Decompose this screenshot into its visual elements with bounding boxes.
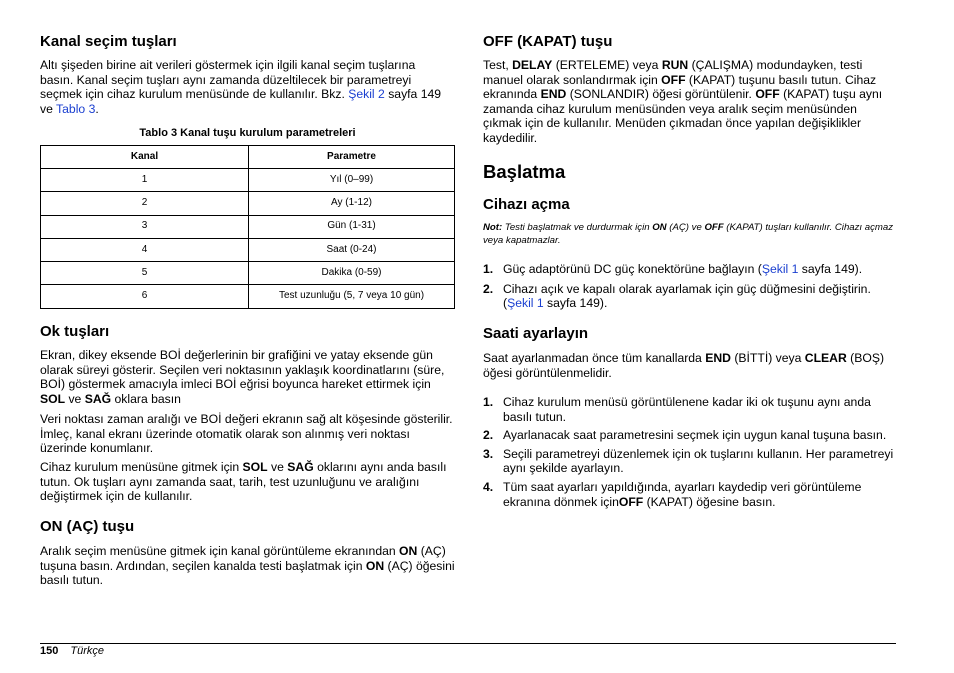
key-name: SOL xyxy=(40,391,66,406)
text-run: oklara basın xyxy=(111,391,181,406)
step-item xyxy=(483,282,895,311)
step-text xyxy=(503,428,886,442)
text-run: (KAPAT) öğesine basın. xyxy=(643,494,776,509)
text-run: (BOŞ) öğesi görüntülenmelidir. xyxy=(483,351,885,380)
key-name: CLEAR xyxy=(804,351,847,365)
table-row xyxy=(41,169,455,192)
kanal-paragraph xyxy=(40,58,450,116)
off-paragraph xyxy=(483,58,895,146)
step-number: 3. xyxy=(483,446,494,461)
footer xyxy=(40,644,104,659)
step-item xyxy=(483,395,895,424)
text-run: Altı şişeden birine ait verileri göstermek için ilgili kanal seçim tuşlarına basın. Kanal seçim tuşları aynı zamanda düzeltilecek bir parametreyi seçmek için cihaz kurulum menüsünde de kullanılır. Bkz. xyxy=(40,58,416,102)
text-run: Veri noktası zaman aralığı ve BOİ değeri ekranın sağ alt köşesinde gösterilir. İmleç, kanal ekranı üzerinde otomatik olarak son alınmış veri noktası üzerinde konumlanır. xyxy=(40,412,453,456)
text-run: Aralık seçim menüsüne gitmek için kanal görüntüleme ekranından xyxy=(40,544,400,558)
cross-reference-link[interactable]: Şekil 1 xyxy=(507,296,544,311)
ok-paragraph-3 xyxy=(40,460,455,504)
kanal-cell: 4 xyxy=(41,238,249,261)
text-run: Test, xyxy=(483,58,513,72)
text-run: (BİTTİ) veya xyxy=(730,351,805,365)
text-run: Ayarlanacak saat parametresini seçmek için uygun kanal tuşuna basın. xyxy=(503,428,887,443)
key-name: DELAY xyxy=(512,58,553,72)
text-run: Saat ayarlanmadan önce tüm kanallarda xyxy=(483,351,706,365)
text-run: Güç adaptörünü DC güç konektörüne bağlayın ( xyxy=(503,262,762,276)
table-caption: Tablo 3 Kanal tuşu kurulum parametreleri xyxy=(139,127,356,139)
step-number: 1. xyxy=(483,395,494,409)
cross-reference-link[interactable]: Şekil 2 xyxy=(348,87,385,102)
kanal-cell: 5 xyxy=(41,262,249,285)
step-number: 2. xyxy=(483,428,494,443)
text-run: sayfa 149). xyxy=(543,296,608,311)
table-row xyxy=(41,238,455,261)
table-header-parametre: Parametre xyxy=(249,146,455,169)
key-name: SAĞ xyxy=(287,460,314,474)
baslatma-title: Başlatma xyxy=(483,161,566,182)
key-name: OFF xyxy=(618,494,644,509)
text-run: . xyxy=(95,101,99,116)
step-text xyxy=(503,262,862,276)
parametre-cell: Yıl (0–99) xyxy=(249,169,455,192)
saat-steps xyxy=(483,395,895,509)
step-text xyxy=(503,480,861,509)
key-name: ON xyxy=(365,558,385,573)
off-heading: OFF (KAPAT) tuşu xyxy=(483,33,613,50)
kanal-cell: 3 xyxy=(41,215,249,238)
step-text xyxy=(503,447,893,476)
on-paragraph xyxy=(40,544,455,588)
cross-reference-link[interactable]: Tablo 3 xyxy=(56,101,96,116)
page-number: 150 xyxy=(40,645,59,657)
text-run: ve xyxy=(267,460,288,474)
parametre-cell: Test uzunluğu (5, 7 veya 10 gün) xyxy=(249,285,455,308)
key-name: Not: xyxy=(483,222,503,233)
footer-language: Türkçe xyxy=(70,645,104,657)
key-name: RUN xyxy=(661,58,689,72)
text-run: (KAPAT) tuşunu basılı tutun. Cihaz ekranında xyxy=(483,72,877,102)
key-name: ON xyxy=(652,222,667,233)
text-run: (KAPAT) tuşu aynı zamanda cihaz kurulum menüsünden veya aralık seçim menüsünden çıkmak için de kullanılır. Menüden çıkmadan önce yapılan değişiklikler kaydedilir. xyxy=(483,87,883,145)
saat-paragraph xyxy=(483,351,895,380)
text-run: (AÇ) ve xyxy=(666,222,705,233)
table-row xyxy=(41,192,455,215)
cross-reference-link[interactable]: Şekil 1 xyxy=(761,262,799,276)
text-run: oklarını aynı anda basılı tutun. Ok tuşları aynı zamanda saat, tarih, test uzunluğunu ve aralığını değiştirmek için de kullanılır. xyxy=(40,460,447,504)
text-run: Ekran, dikey eksende BOİ değerlerinin bir grafiğini ve yatay eksende gün olarak süreyi gösterir. Seçilen veri noktasının yaklaşık koordinatlarını (süre, BOİ) göstermek amacıyla imleci BOİ eğrisi boyunca hareket ettirmek için xyxy=(40,348,445,392)
key-name: END xyxy=(705,351,731,365)
text-run: ve xyxy=(65,391,85,406)
key-name: OFF xyxy=(755,87,780,102)
text-run: Cihaz kurulum menüsü görüntülenene kadar iki ok tuşunu aynı anda basılı tutun. xyxy=(503,395,871,424)
text-run: (ERTELEME) veya xyxy=(552,58,662,72)
text-run: sayfa 149 ve xyxy=(40,87,442,116)
footer-rule xyxy=(40,643,896,644)
on-heading: ON (AÇ) tuşu xyxy=(40,518,135,535)
key-name: SOL xyxy=(242,460,268,474)
saat-heading: Saati ayarlayın xyxy=(483,325,589,342)
step-number: 1. xyxy=(483,262,494,276)
cihaz-acma-heading: Cihazı açma xyxy=(483,196,570,213)
key-name: SAĞ xyxy=(84,391,112,406)
text-run: sayfa 149). xyxy=(798,262,863,276)
table-row xyxy=(41,262,455,285)
text-run: Testi başlatmak ve durdurmak için xyxy=(502,222,653,233)
table-header-row xyxy=(41,146,455,169)
kanal-parameter-table xyxy=(40,145,455,309)
table-row xyxy=(41,285,455,308)
step-number: 2. xyxy=(483,281,494,296)
kanal-heading: Kanal seçim tuşları xyxy=(40,33,177,50)
note-text xyxy=(483,221,895,247)
parametre-cell: Gün (1-31) xyxy=(249,215,455,238)
text-run: Cihaz kurulum menüsüne gitmek için xyxy=(40,460,243,474)
key-name: OFF xyxy=(661,72,686,87)
step-item xyxy=(483,262,895,277)
text-run: Tüm saat ayarları yapıldığında, ayarları kaydedip veri görüntüleme ekranına dönmek için xyxy=(503,479,862,509)
step-item xyxy=(483,428,895,443)
text-run: (SONLANDIR) öğesi görüntülenir. xyxy=(566,87,756,102)
key-name: OFF xyxy=(704,222,724,233)
kanal-cell: 6 xyxy=(41,285,249,308)
key-name: END xyxy=(540,87,567,102)
parametre-cell: Dakika (0-59) xyxy=(249,262,455,285)
step-number: 4. xyxy=(483,479,494,494)
text-run: Seçili parametreyi düzenlemek için ok tuşlarını kullanın. Her parametreyi aynı şekilde ayarlayın. xyxy=(503,446,894,476)
kanal-cell: 2 xyxy=(41,192,249,215)
text-run: (KAPAT) tuşları kullanılır. Cihazı açmaz veya kapatmazlar. xyxy=(483,222,893,246)
step-item xyxy=(483,447,895,476)
ok-paragraph-1 xyxy=(40,348,455,406)
cihaz-acma-steps xyxy=(483,262,895,311)
ok-paragraph-2 xyxy=(40,412,455,456)
text-run: (AÇ) öğesini basılı tutun. xyxy=(40,558,455,588)
table-header-kanal: Kanal xyxy=(41,146,249,169)
parametre-cell: Saat (0-24) xyxy=(249,238,455,261)
step-text xyxy=(503,395,871,424)
key-name: ON xyxy=(399,544,418,558)
text-run: (ÇALIŞMA) modundayken, testi manuel olarak sonlandırmak için xyxy=(483,58,863,87)
text-run: (AÇ) tuşuna basın. Ardından, seçilen kanalda testi başlatmak için xyxy=(40,544,446,573)
table-row xyxy=(41,215,455,238)
step-item xyxy=(483,480,895,509)
parametre-cell: Ay (1-12) xyxy=(249,192,455,215)
text-run: Cihazı açık ve kapalı olarak ayarlamak için güç düğmesini değiştirin. ( xyxy=(503,281,871,311)
ok-heading: Ok tuşları xyxy=(40,323,110,340)
kanal-cell: 1 xyxy=(41,169,249,192)
step-text xyxy=(503,282,871,311)
